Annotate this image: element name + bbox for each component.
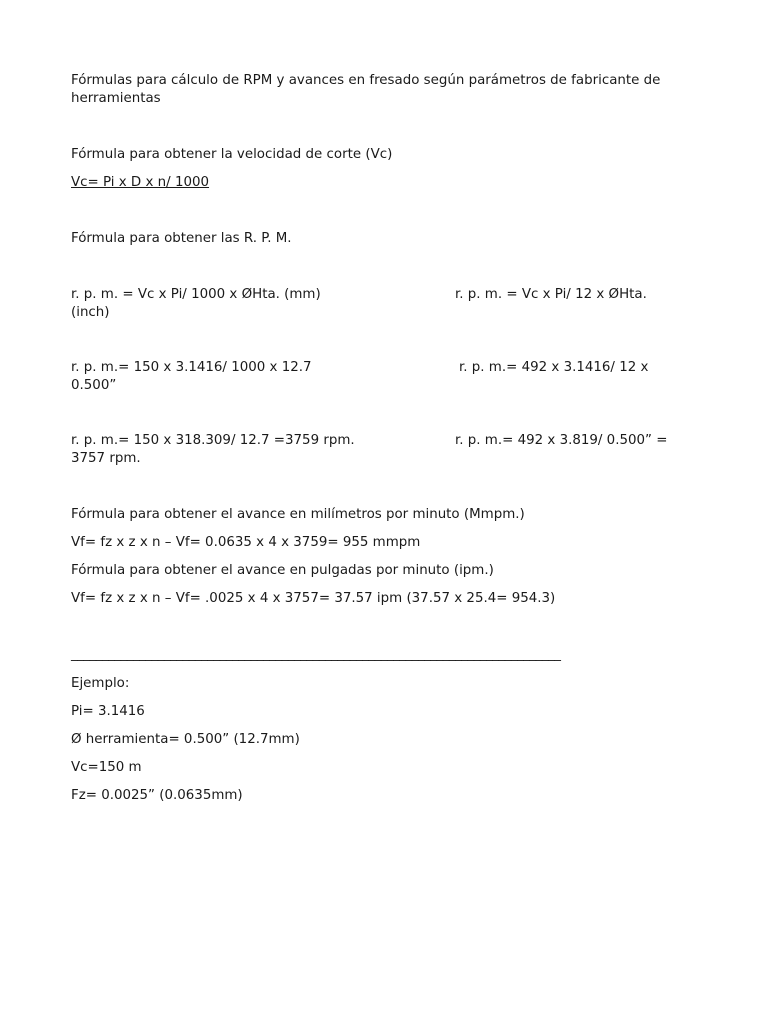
separator-line: _______________________________________________________________________________ [71,647,561,662]
rpm-formula-inch-cont: (inch) [71,305,110,320]
feed-mm-heading: Fórmula para obtener el avance en milímetros por minuto (Mmpm.) [71,507,525,522]
rpm-formula-mm: r. p. m. = Vc x Pi/ 1000 x ØHta. (mm) [71,287,321,302]
example-tool-diameter: Ø herramienta= 0.500” (12.7mm) [71,732,300,747]
rpm-heading: Fórmula para obtener las R. P. M. [71,231,292,246]
example-heading: Ejemplo: [71,676,130,691]
rpm-substitution-mm: r. p. m.= 150 x 3.1416/ 1000 x 12.7 [71,360,312,375]
feed-in-heading: Fórmula para obtener el avance en pulgadas por minuto (ipm.) [71,563,494,578]
document-title: Fórmulas para cálculo de RPM y avances en fresado según parámetros de fabricante de herramientas [71,73,661,106]
example-vc: Vc=150 m [71,760,142,775]
feed-in-formula: Vf= fz x z x n – Vf= .0025 x 4 x 3757= 37.57 ipm (37.57 x 25.4= 954.3) [71,591,556,606]
rpm-result-mm: r. p. m.= 150 x 318.309/ 12.7 =3759 rpm. [71,433,355,448]
example-fz: Fz= 0.0025” (0.0635mm) [71,788,243,803]
rpm-substitution-inch-cont: 0.500” [71,378,117,393]
vc-heading: Fórmula para obtener la velocidad de corte (Vc) [71,147,393,162]
vc-formula: Vc= Pi x D x n/ 1000 [71,175,210,190]
rpm-result-inch-cont: 3757 rpm. [71,451,141,466]
rpm-substitution-inch: r. p. m.= 492 x 3.1416/ 12 x [459,360,649,375]
rpm-result-inch: r. p. m.= 492 x 3.819/ 0.500” = [455,433,668,448]
feed-mm-formula: Vf= fz x z x n – Vf= 0.0635 x 4 x 3759= 955 mmpm [71,535,421,550]
rpm-formula-inch: r. p. m. = Vc x Pi/ 12 x ØHta. [455,287,647,302]
example-pi: Pi= 3.1416 [71,704,145,719]
